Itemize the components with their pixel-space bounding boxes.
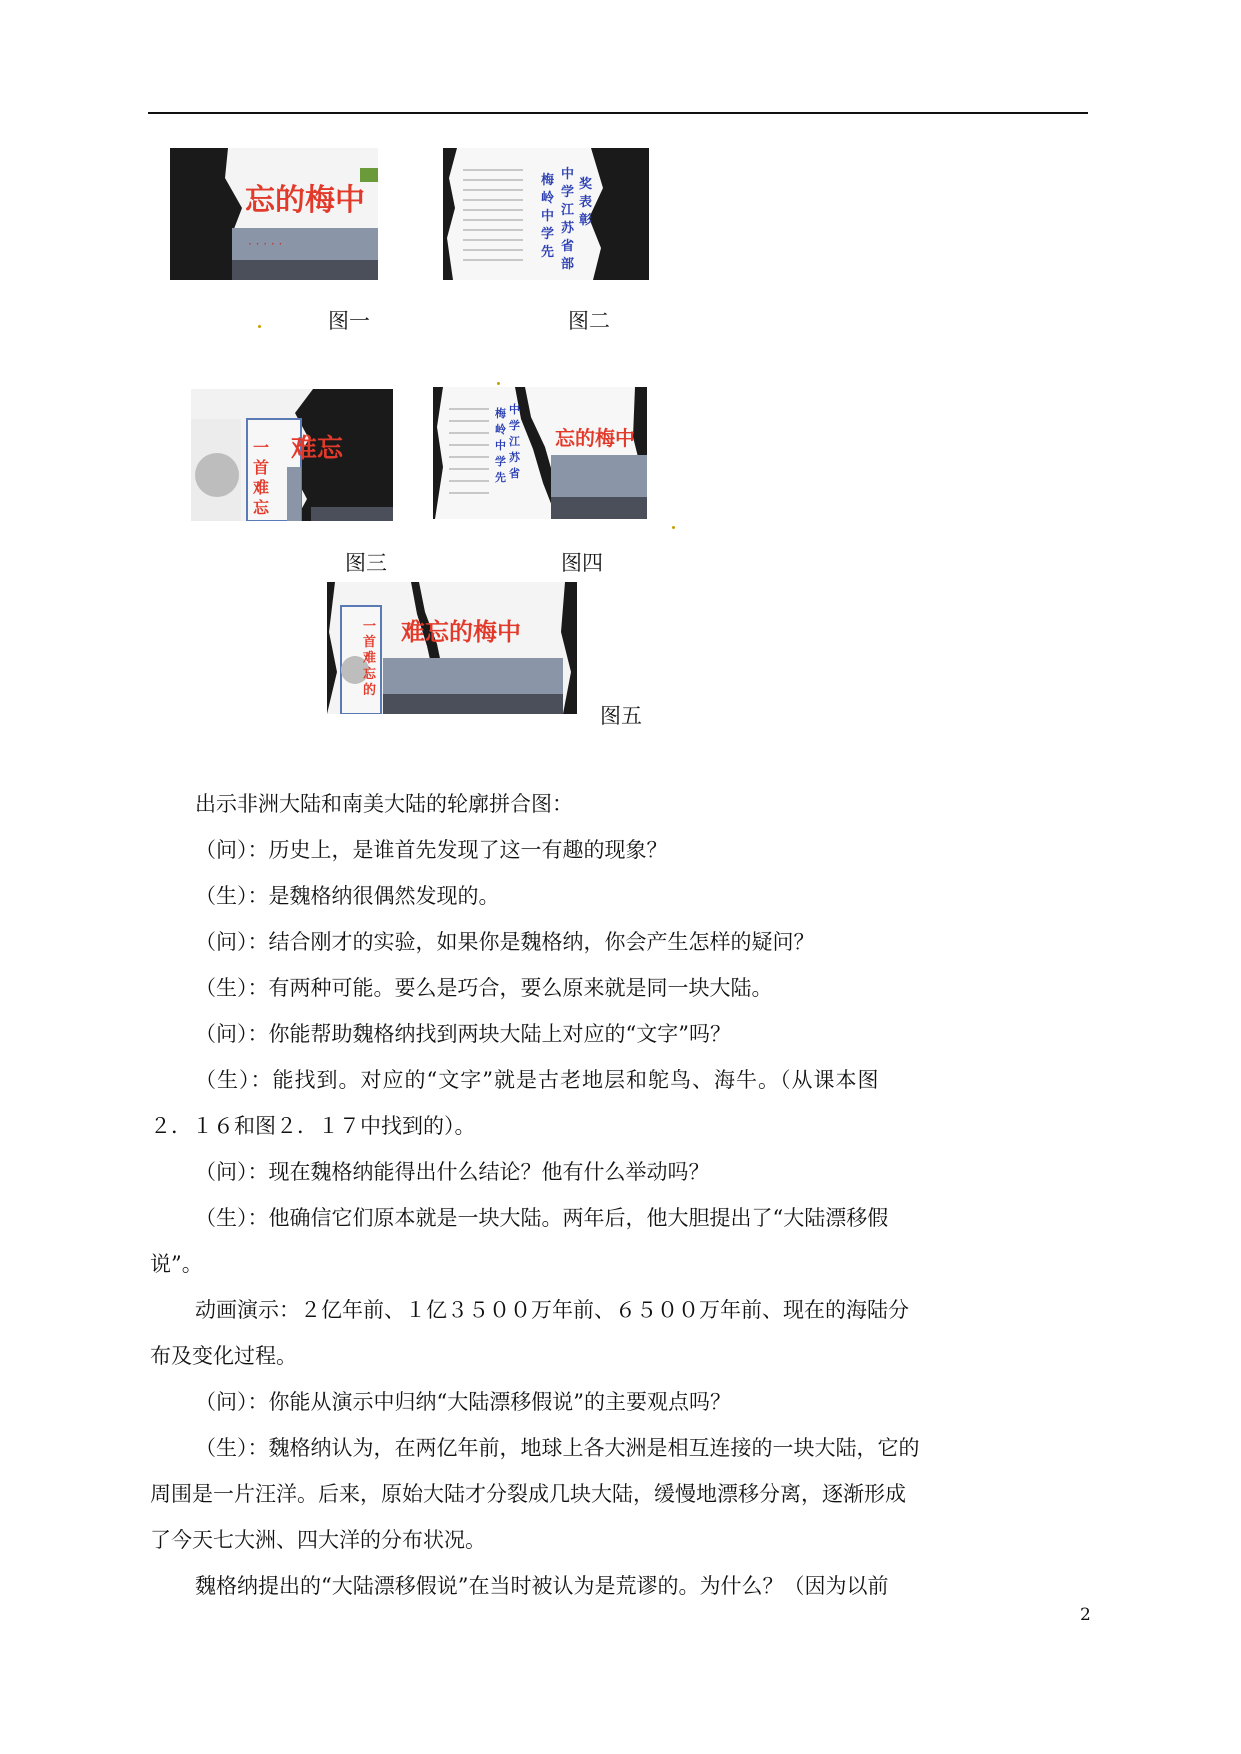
svg-text:表: 表 bbox=[579, 195, 593, 210]
figure-2-image bbox=[443, 148, 649, 280]
svg-text:难: 难 bbox=[363, 651, 377, 666]
page-number: 2 bbox=[1080, 1605, 1091, 1625]
svg-text:· · · · ·: · · · · · bbox=[248, 237, 283, 251]
paragraph-line: （问）：你能从演示中归纳“大陆漂移假说”的主要观点吗？ bbox=[195, 1390, 731, 1414]
paragraph-line: 说”。 bbox=[150, 1252, 203, 1276]
svg-text:中: 中 bbox=[495, 439, 506, 452]
stray-dot bbox=[497, 382, 500, 385]
paragraph-line: （问）：结合刚才的实验，如果你是魏格纳，你会产生怎样的疑问？ bbox=[195, 930, 815, 954]
paragraph-line: 周围是一片汪洋。后来，原始大陆才分裂成几块大陆，缓慢地漂移分离，逐渐形成 bbox=[150, 1482, 906, 1506]
svg-text:梅: 梅 bbox=[495, 407, 506, 420]
figure-4-image bbox=[433, 387, 647, 519]
svg-text:的: 的 bbox=[363, 683, 377, 698]
svg-text:江: 江 bbox=[509, 435, 520, 448]
paragraph-line: （生）：能找到。对应的“文字”就是古老地层和鸵鸟、海牛。（从课本图 bbox=[195, 1068, 880, 1092]
figure-3-title: 难忘 bbox=[291, 434, 344, 464]
paragraph-line: ２．１６和图２．１７中找到的）。 bbox=[150, 1114, 476, 1138]
svg-text:首: 首 bbox=[363, 635, 377, 650]
figure-5-image bbox=[327, 582, 577, 714]
svg-text:省: 省 bbox=[509, 467, 520, 480]
svg-text:学: 学 bbox=[541, 227, 555, 242]
paragraph-line: 布及变化过程。 bbox=[150, 1344, 297, 1368]
header-rule bbox=[148, 112, 1088, 114]
figure-5-caption: 图五 bbox=[600, 704, 642, 728]
svg-text:学: 学 bbox=[509, 419, 520, 432]
paragraph-line: （问）：历史上，是谁首先发现了这一有趣的现象？ bbox=[195, 838, 668, 862]
paragraph-line: （生）：是魏格纳很偶然发现的。 bbox=[195, 884, 500, 908]
svg-text:忘: 忘 bbox=[253, 498, 270, 517]
svg-text:中: 中 bbox=[561, 167, 575, 182]
svg-text:学: 学 bbox=[561, 185, 575, 200]
figure-3-image bbox=[191, 389, 393, 521]
svg-text:梅: 梅 bbox=[541, 173, 555, 188]
figure-3-caption: 图三 bbox=[345, 551, 387, 575]
paragraph-line: 了今天七大洲、四大洋的分布状况。 bbox=[150, 1528, 486, 1552]
svg-text:一: 一 bbox=[253, 438, 270, 457]
svg-text:岭: 岭 bbox=[495, 423, 506, 436]
svg-text:中: 中 bbox=[509, 403, 520, 416]
paragraph-line: （生）：他确信它们原本就是一块大陆。两年后，他大胆提出了“大陆漂移假 bbox=[195, 1206, 889, 1230]
figure-1-title: 忘的梅中 bbox=[245, 183, 365, 218]
figure-4-title: 忘的梅中 bbox=[555, 426, 635, 450]
svg-text:省: 省 bbox=[561, 239, 575, 254]
svg-text:岭: 岭 bbox=[541, 191, 555, 206]
svg-text:部: 部 bbox=[561, 257, 575, 272]
svg-text:忘: 忘 bbox=[363, 667, 377, 682]
stray-dot bbox=[258, 325, 261, 328]
figure-1-caption: 图一 bbox=[328, 309, 370, 333]
paragraph-line: 出示非洲大陆和南美大陆的轮廓拼合图： bbox=[195, 792, 573, 816]
figure-1-image bbox=[170, 148, 378, 280]
svg-text:苏: 苏 bbox=[509, 451, 520, 464]
svg-text:首: 首 bbox=[253, 458, 270, 477]
svg-text:中: 中 bbox=[541, 209, 555, 224]
paragraph-line: （生）：有两种可能。要么是巧合，要么原来就是同一块大陆。 bbox=[195, 976, 773, 1000]
svg-text:奖: 奖 bbox=[579, 177, 593, 192]
paragraph-line: （生）：魏格纳认为，在两亿年前，地球上各大洲是相互连接的一块大陆，它的 bbox=[195, 1436, 920, 1460]
svg-text:先: 先 bbox=[541, 245, 555, 260]
svg-text:一: 一 bbox=[363, 619, 377, 634]
figure-5-title: 难忘的梅中 bbox=[401, 618, 521, 646]
svg-text:江: 江 bbox=[561, 203, 575, 218]
paragraph-line: （问）：现在魏格纳能得出什么结论？他有什么举动吗？ bbox=[195, 1160, 710, 1184]
svg-text:彰: 彰 bbox=[579, 213, 593, 228]
figure-4-caption: 图四 bbox=[561, 551, 603, 575]
svg-text:难: 难 bbox=[253, 478, 270, 497]
paragraph-line: 魏格纳提出的“大陆漂移假说”在当时被认为是荒谬的。为什么？（因为以前 bbox=[195, 1574, 889, 1598]
svg-text:苏: 苏 bbox=[561, 221, 575, 236]
paragraph-line: （问）：你能帮助魏格纳找到两块大陆上对应的“文字”吗？ bbox=[195, 1022, 731, 1046]
paragraph-line: 动画演示：２亿年前、１亿３５００万年前、６５００万年前、现在的海陆分 bbox=[195, 1298, 909, 1322]
svg-text:先: 先 bbox=[495, 471, 506, 484]
svg-text:学: 学 bbox=[495, 455, 506, 468]
stray-dot bbox=[672, 526, 675, 529]
figure-2-caption: 图二 bbox=[568, 309, 610, 333]
